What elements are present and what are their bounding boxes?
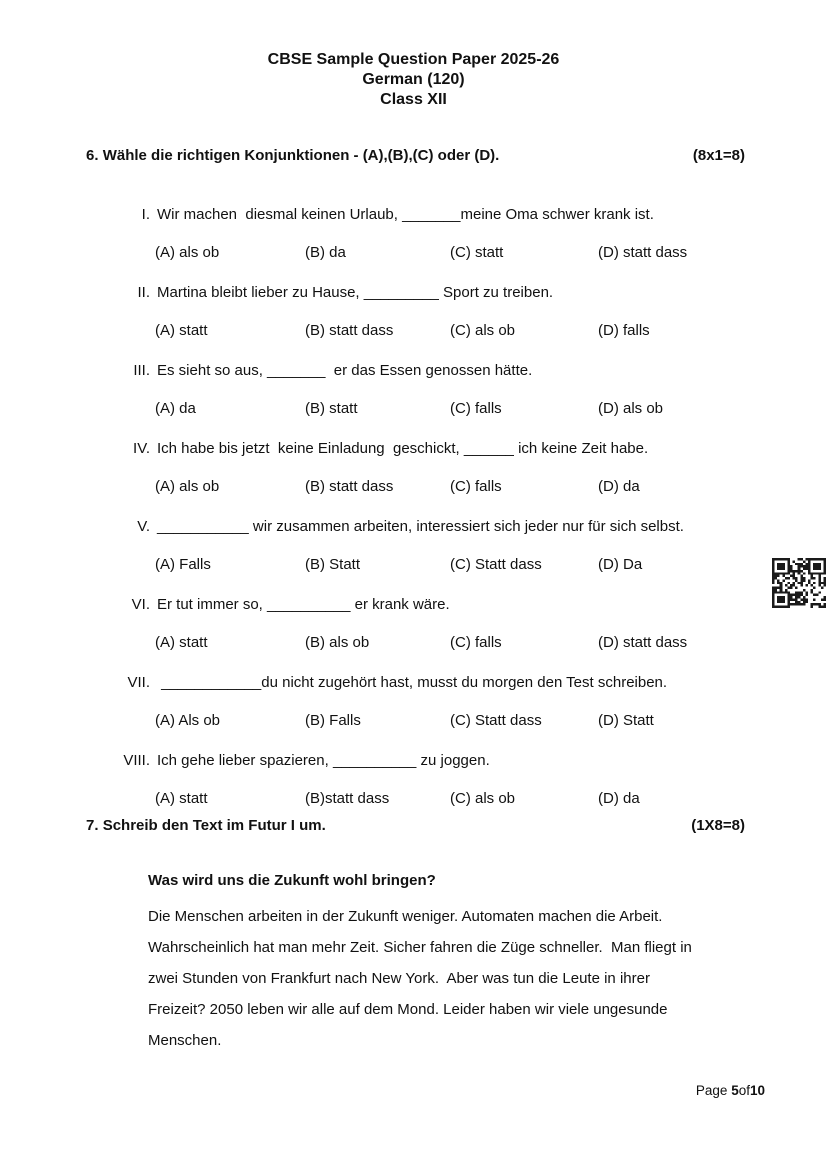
item-6-option-c: (C) falls xyxy=(450,634,502,651)
question-6-title xyxy=(86,147,499,165)
paper-subject: German (120) xyxy=(362,71,465,88)
question-7-marks: (1X8=8) xyxy=(691,817,745,834)
item-8-options xyxy=(0,789,797,809)
question-6-heading xyxy=(86,147,745,165)
footer-of-label: of xyxy=(738,1083,750,1098)
item-7-stem: ____________du nicht zugehört hast, musst du morgen den Test schreiben. xyxy=(157,674,668,691)
item-4-option-d: (D) da xyxy=(598,478,640,495)
item-6-numeral: VI. xyxy=(131,596,150,613)
paragraph-line: Wahrscheinlich hat man mehr Zeit. Sicher fahren die Züge schneller. Man fliegt in xyxy=(148,939,692,956)
item-1-numeral: I. xyxy=(141,206,150,223)
question-7-subtitle: Was wird uns die Zukunft wohl bringen? xyxy=(148,872,436,889)
item-3 xyxy=(0,361,797,419)
item-3-option-d: (D) als ob xyxy=(598,400,664,417)
item-3-stem-row xyxy=(0,361,797,381)
item-6-stem: Er tut immer so, __________ er krank wäre. xyxy=(157,596,450,613)
item-4 xyxy=(0,439,797,497)
qr-code xyxy=(772,558,826,608)
item-1-option-a: (A) als ob xyxy=(155,244,220,261)
item-8-option-b: (B)statt dass xyxy=(305,790,390,807)
item-7 xyxy=(0,673,797,731)
item-7-stem-row xyxy=(0,673,797,693)
item-8-option-a: (A) statt xyxy=(155,790,208,807)
item-1 xyxy=(0,205,797,263)
item-5-stem-row xyxy=(0,517,797,537)
item-3-stem: Es sieht so aus, _______ er das Essen genossen hätte. xyxy=(157,362,533,379)
question-6-items xyxy=(0,205,797,829)
paragraph-line: Freizeit? 2050 leben wir alle auf dem Mond. Leider haben wir viele ungesunde xyxy=(148,1001,668,1018)
paper-class: Class XII xyxy=(380,91,447,108)
item-8-option-c: (C) als ob xyxy=(450,790,516,807)
question-6-text: Wähle die richtigen Konjunktionen - (A),(B),(C) oder (D). xyxy=(102,147,500,164)
item-2 xyxy=(0,283,797,341)
item-3-numeral: III. xyxy=(133,362,150,379)
question-7-paragraph xyxy=(148,901,788,1056)
paragraph-line: Die Menschen arbeiten in der Zukunft weniger. Automaten machen die Arbeit. xyxy=(148,908,663,925)
footer-page-number: 5 xyxy=(731,1083,739,1098)
question-6-marks: (8x1=8) xyxy=(692,147,745,164)
item-4-numeral: IV. xyxy=(133,440,150,457)
item-2-option-d: (D) falls xyxy=(598,322,650,339)
footer-page-label: Page xyxy=(695,1083,732,1098)
item-1-option-c: (C) statt xyxy=(450,244,504,261)
item-5 xyxy=(0,517,797,575)
item-3-options xyxy=(0,399,797,419)
footer-page-total: 10 xyxy=(749,1083,765,1098)
item-8 xyxy=(0,751,797,809)
question-7-text: Schreib den Text im Futur I um. xyxy=(102,817,326,834)
paragraph-line: Menschen. xyxy=(148,1032,222,1049)
question-7-title xyxy=(86,817,326,835)
item-5-numeral: V. xyxy=(137,518,150,535)
item-2-numeral: II. xyxy=(137,284,150,301)
item-5-options xyxy=(0,555,797,575)
item-8-stem-row xyxy=(0,751,797,771)
item-7-option-d: (D) Statt xyxy=(598,712,654,729)
item-1-stem: Wir machen diesmal keinen Urlaub, _______meine Oma schwer krank ist. xyxy=(157,206,654,223)
item-2-stem: Martina bleibt lieber zu Hause, _________ Sport zu treiben. xyxy=(157,284,554,301)
item-5-option-a: (A) Falls xyxy=(155,556,211,573)
item-4-option-c: (C) falls xyxy=(450,478,502,495)
item-5-option-b: (B) Statt xyxy=(305,556,361,573)
item-3-option-a: (A) da xyxy=(155,400,196,417)
item-7-numeral: VII. xyxy=(127,674,150,691)
item-7-options xyxy=(0,711,797,731)
item-6-stem-row xyxy=(0,595,797,615)
item-4-stem: Ich habe bis jetzt keine Einladung geschickt, ______ ich keine Zeit habe. xyxy=(157,440,649,457)
item-2-options xyxy=(0,321,797,341)
page-footer xyxy=(696,1083,765,1099)
item-6-option-b: (B) als ob xyxy=(305,634,370,651)
item-4-stem-row xyxy=(0,439,797,459)
item-3-option-c: (C) falls xyxy=(450,400,502,417)
item-5-option-c: (C) Statt dass xyxy=(450,556,542,573)
item-4-options xyxy=(0,477,797,497)
item-1-option-d: (D) statt dass xyxy=(598,244,688,261)
item-6 xyxy=(0,595,797,653)
item-8-option-d: (D) da xyxy=(598,790,640,807)
paper-title: CBSE Sample Question Paper 2025-26 xyxy=(267,51,560,68)
item-7-option-c: (C) Statt dass xyxy=(450,712,542,729)
item-5-stem: ___________ wir zusammen arbeiten, interessiert sich jeder nur für sich selbst. xyxy=(157,518,684,535)
item-4-option-a: (A) als ob xyxy=(155,478,220,495)
item-6-option-d: (D) statt dass xyxy=(598,634,688,651)
item-2-option-c: (C) als ob xyxy=(450,322,516,339)
item-1-option-b: (B) da xyxy=(305,244,346,261)
item-2-stem-row xyxy=(0,283,797,303)
item-6-option-a: (A) statt xyxy=(155,634,208,651)
question-7-heading xyxy=(86,817,745,835)
item-4-option-b: (B) statt dass xyxy=(305,478,394,495)
paragraph-line: zwei Stunden von Frankfurt nach New York. Aber was tun die Leute in ihrer xyxy=(148,970,650,987)
item-6-options xyxy=(0,633,797,653)
item-7-option-a: (A) Als ob xyxy=(155,712,221,729)
item-5-option-d: (D) Da xyxy=(598,556,643,573)
item-3-option-b: (B) statt xyxy=(305,400,358,417)
item-1-options xyxy=(0,243,797,263)
item-8-stem: Ich gehe lieber spazieren, __________ zu joggen. xyxy=(157,752,490,769)
item-8-numeral: VIII. xyxy=(123,752,150,769)
item-7-option-b: (B) Falls xyxy=(305,712,361,729)
question-6-number: 6. xyxy=(86,147,99,164)
question-7-number: 7. xyxy=(86,817,99,834)
item-1-stem-row xyxy=(0,205,797,225)
paper-header xyxy=(0,50,827,110)
item-2-option-b: (B) statt dass xyxy=(305,322,394,339)
item-2-option-a: (A) statt xyxy=(155,322,208,339)
